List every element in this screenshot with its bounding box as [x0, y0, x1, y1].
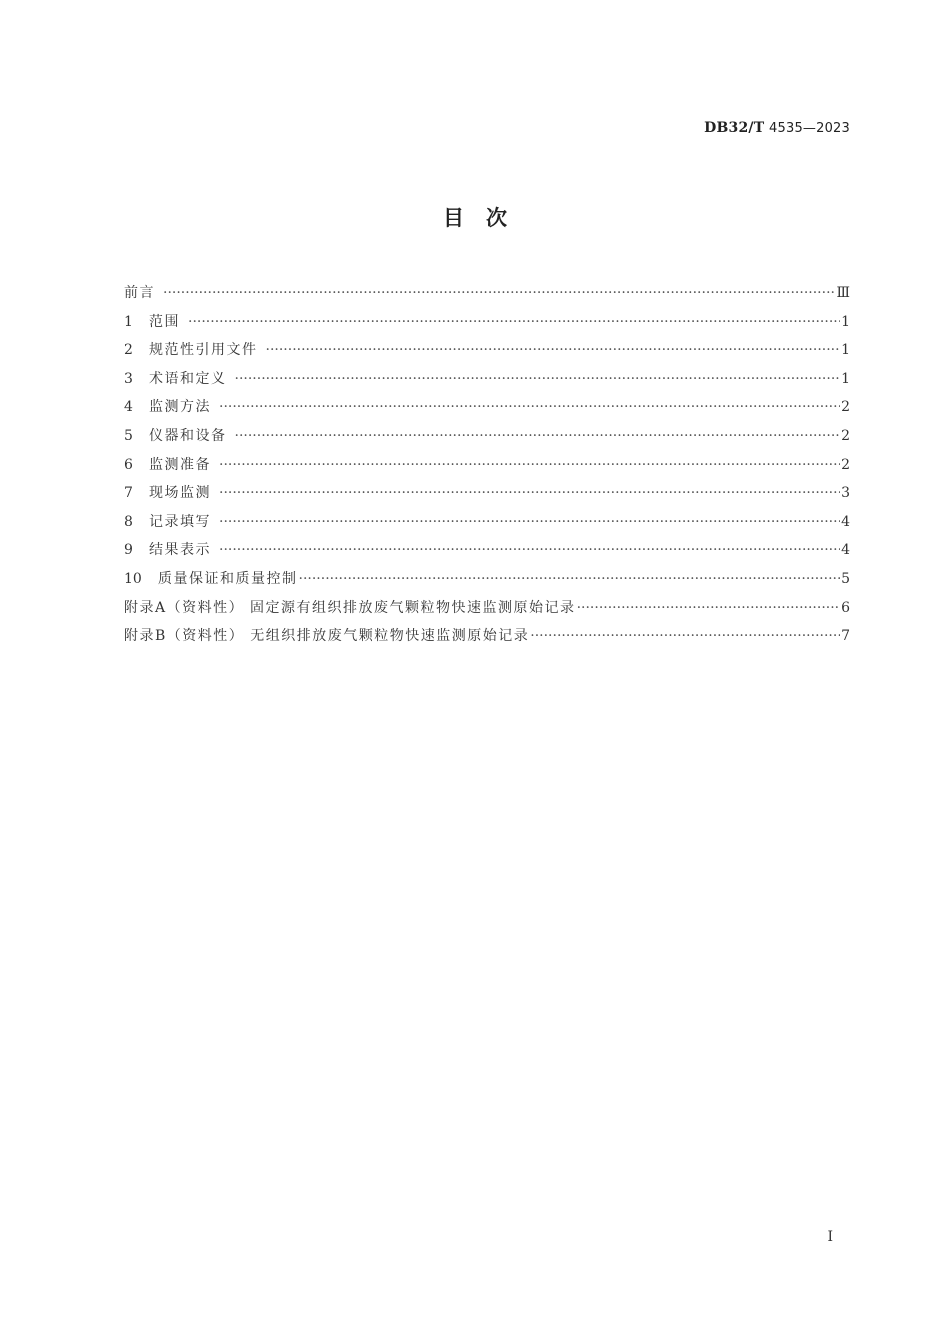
toc-dot-leader	[530, 628, 840, 644]
toc-entry-number: 1	[124, 313, 133, 330]
toc-entry-number: 10	[124, 570, 142, 587]
toc-entry-9[interactable]	[124, 539, 850, 568]
toc-dot-leader	[266, 342, 841, 358]
toc-dot-leader	[188, 314, 840, 330]
toc-entry-page: Ⅲ	[836, 285, 850, 301]
toc-entry-number: 5	[124, 427, 133, 444]
toc-entry-5[interactable]	[124, 425, 850, 454]
toc-entry-8[interactable]	[124, 511, 850, 540]
toc-entry-page: 4	[841, 542, 850, 559]
toc-entry-page: 7	[841, 628, 850, 645]
toc-entry-label: 记录填写	[149, 513, 211, 530]
toc-entry-2[interactable]	[124, 339, 850, 368]
toc-entry-page: 1	[841, 370, 850, 387]
toc-entry-foreword[interactable]	[124, 282, 850, 311]
standard-code	[704, 120, 850, 136]
toc-dot-leader	[219, 399, 840, 415]
toc-dot-leader	[219, 457, 840, 473]
toc-entry-page: 3	[841, 485, 850, 502]
toc-entry-label: 附录A（资料性） 固定源有组织排放废气颗粒物快速监测原始记录	[124, 599, 576, 616]
toc-entry-page: 6	[841, 599, 850, 616]
toc-dot-leader	[577, 600, 841, 616]
toc-dot-leader	[219, 542, 840, 558]
toc-entry-page: 2	[841, 427, 850, 444]
standard-code-prefix: DB	[704, 120, 729, 136]
toc-entry-page: 2	[841, 399, 850, 416]
toc-entry-appendix-b[interactable]	[124, 625, 850, 654]
toc-entry-number: 2	[124, 342, 133, 359]
toc-entry-number: 7	[124, 485, 133, 502]
toc-entry-6[interactable]	[124, 454, 850, 483]
toc-entry-number: 6	[124, 456, 133, 473]
toc-entry-page: 1	[841, 313, 850, 330]
toc-entry-appendix-a[interactable]	[124, 597, 850, 626]
toc-entry-label: 前言	[124, 285, 155, 301]
toc-entry-1[interactable]	[124, 311, 850, 340]
toc-entry-number: 3	[124, 370, 133, 387]
standard-code-number: 4535—2023	[769, 121, 850, 136]
toc-entry-number: 9	[124, 542, 133, 559]
toc-entry-page: 1	[841, 342, 850, 359]
toc-dot-leader	[299, 571, 841, 587]
toc-dot-leader	[219, 514, 840, 530]
toc-entry-label: 现场监测	[149, 485, 211, 502]
page-number: Ⅰ	[827, 1229, 833, 1245]
toc-entry-10[interactable]	[124, 568, 850, 597]
toc-entry-label: 质量保证和质量控制	[158, 570, 298, 587]
toc-dot-leader	[235, 371, 841, 387]
table-of-contents	[124, 282, 850, 654]
toc-entry-label: 术语和定义	[149, 370, 227, 387]
toc-entry-page: 4	[841, 513, 850, 530]
toc-dot-leader	[235, 428, 841, 444]
toc-entry-label: 监测准备	[149, 456, 211, 473]
toc-entry-7[interactable]	[124, 482, 850, 511]
toc-entry-page: 5	[841, 570, 850, 587]
toc-entry-label: 附录B（资料性） 无组织排放废气颗粒物快速监测原始记录	[124, 628, 530, 645]
toc-entry-3[interactable]	[124, 368, 850, 397]
toc-entry-4[interactable]	[124, 396, 850, 425]
toc-entry-label: 范围	[149, 313, 180, 330]
standard-code-series: 32/T	[728, 120, 765, 136]
toc-entry-label: 仪器和设备	[149, 427, 227, 444]
toc-entry-number: 4	[124, 399, 133, 416]
toc-entry-label: 规范性引用文件	[149, 342, 258, 359]
toc-entry-number: 8	[124, 513, 133, 530]
page-title: 目次	[443, 206, 529, 230]
toc-dot-leader	[163, 285, 835, 301]
toc-dot-leader	[219, 485, 840, 501]
toc-entry-label: 监测方法	[149, 399, 211, 416]
toc-entry-page: 2	[841, 456, 850, 473]
toc-entry-label: 结果表示	[149, 542, 211, 559]
